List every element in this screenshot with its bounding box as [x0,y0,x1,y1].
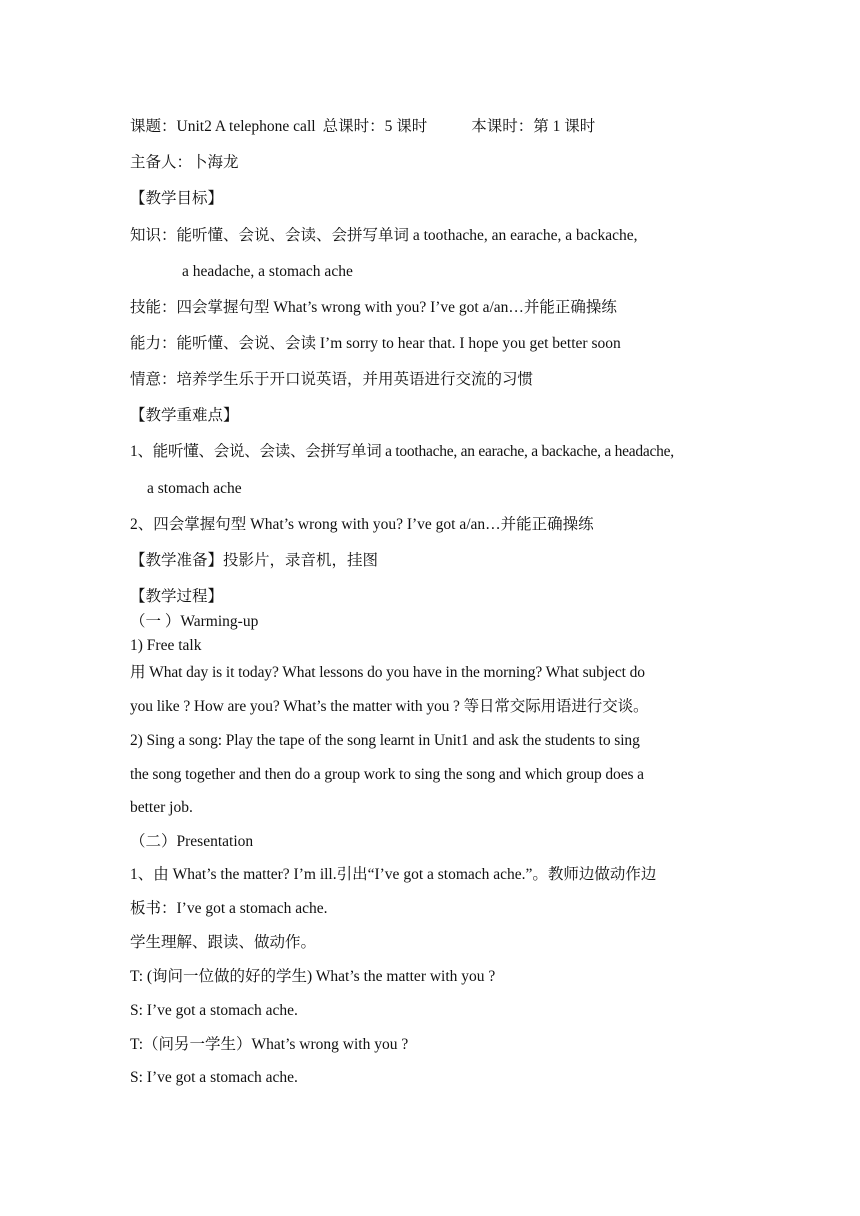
step-presentation: （二）Presentation [130,833,254,850]
step-warming-up: （一 ）Warming-up [130,613,259,630]
objective-emotion: 情意：培养学生乐于开口说英语，并用英语进行交流的习惯 [130,371,534,388]
presentation-line-2: 板书：I’ve got a stomach ache. [130,900,328,917]
keypoint-1-cont: a stomach ache [147,480,242,497]
song-line-1: 2) Sing a song: Play the tape of the song learnt in Unit1 and ask the students to sing [130,732,640,749]
song-line-3: better job. [130,799,193,816]
process-heading: 【教学过程】 [130,588,224,605]
keypoint-2: 2、四会掌握句型 What’s wrong with you? I’ve got a/an…并能正确操练 [130,516,594,533]
topic-label: 课题： [130,118,177,135]
free-talk-line-1: 用 What day is it today? What lessons do you have in the morning? What subject do [130,664,645,681]
dialog-line-2: S: I’ve got a stomach ache. [130,1002,298,1019]
presentation-line-3: 学生理解、跟读、做动作。 [130,934,317,951]
objective-ability: 能力：能听懂、会说、会读 I’m sorry to hear that. I hope you get better soon [130,335,621,352]
preparation-line: 【教学准备】投影片，录音机，挂图 [130,552,379,569]
objective-skill: 技能：四会掌握句型 What’s wrong with you? I’ve got a/an…并能正确操练 [130,299,617,316]
total-periods: 总课时：5 课时 [322,118,428,135]
objective-knowledge-cont: a headache, a stomach ache [182,263,353,280]
keypoints-heading: 【教学重难点】 [130,407,239,424]
preparer-line: 主备人：卜海龙 [130,154,239,171]
free-talk-title: 1) Free talk [130,637,202,654]
keypoint-1: 1、能听懂、会说、会读、会拼写单词 a toothache, an earache, a backache, a headache, [130,443,674,460]
current-period: 本课时：第 1 课时 [471,118,596,135]
presentation-line-1: 1、由 What’s the matter? I’m ill.引出“I’ve got a stomach ache.”。教师边做动作边 [130,866,657,883]
dialog-line-3: T:（问另一学生）What’s wrong with you ? [130,1036,409,1053]
topic-title: Unit2 A telephone call [176,118,316,135]
objectives-heading: 【教学目标】 [130,190,224,207]
song-line-2: the song together and then do a group work to sing the song and which group does a [130,766,644,783]
dialog-line-1: T: (询问一位做的好的学生) What’s the matter with you ? [130,968,496,985]
dialog-line-4: S: I’ve got a stomach ache. [130,1069,298,1086]
lesson-header [130,117,740,137]
free-talk-line-2: you like ? How are you? What’s the matter with you ? 等日常交际用语进行交谈。 [130,698,649,715]
objective-knowledge: 知识：能听懂、会说、会读、会拼写单词 a toothache, an earache, a backache, [130,227,638,244]
